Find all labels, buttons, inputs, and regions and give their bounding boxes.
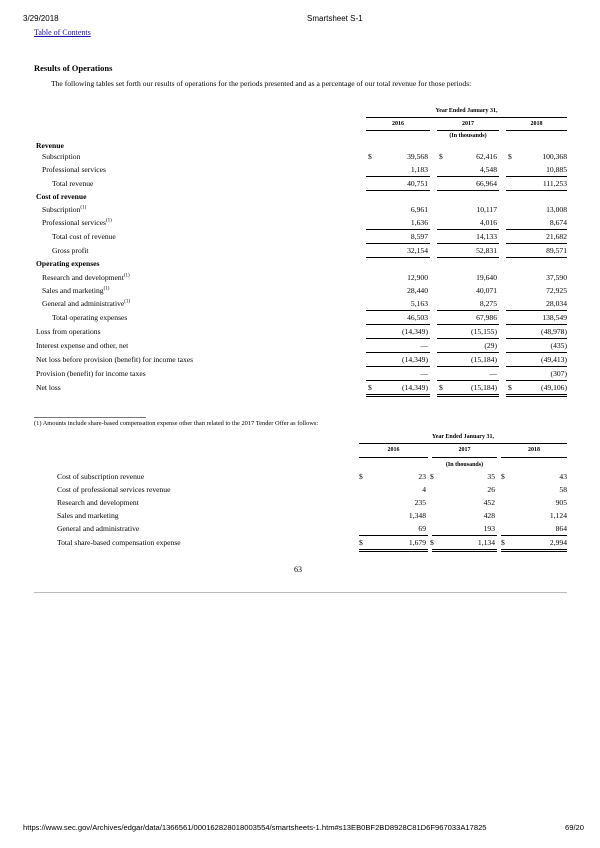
- year-2016-header: 2016: [392, 121, 404, 127]
- page-divider: [34, 592, 567, 593]
- year-2017-header: 2017: [458, 447, 471, 453]
- print-date: 3/29/2018: [23, 14, 59, 23]
- share-based-compensation-table: Year Ended January 31, 2016 2017 2018 (In thousands) Cost of subscription revenue $ 23 $ 35 $ 43 Cost of professional services revenue 4 26 58 Research and development 235 452 905 Sales and marketing 1,348 428 1,124 General and administrative 69 193 864 Total share-based compensation expense $ 1,679 $ 1,134 $ 2,994: [0, 0, 600, 580]
- document-title: Smartsheet S-1: [307, 14, 363, 23]
- footer-page-count: 69/20: [565, 823, 585, 832]
- results-of-operations-table: Year Ended January 31, 2016 2017 2018 (In thousands) Revenue Subscription $ 39,568 $ 62,416 $ 100,368 Professional services 1,183 4,548 10,885 Total revenue 40,751 66,964 111,253 Cost of revenue Subscription$^{(1)}$ 6,961 10,117 13,008 Professional services$^{(1)}$ 1,636 4,016 8,674 Total cost of revenue 8,597 14,133 21,682 Gross profit 32,154 52,831 89,571 Operating expenses Research and development$^{(1)}$ 12,900 19,640 37,590 Sales and marketing$^{(1)}$ 28,440 40,071 72,925 General and administrative$^{(1)}$ 5,163 8,275 28,034 Total operating expenses 46,503 67,986 138,549 Loss from operations (14,349) (15,155) (48,978) Interest expense and other, net — (29) (435) Net loss before provision (benefit) for income taxes (14,349) (15,184) (49,413) Provision (benefit) for income taxes — — (307) Net loss $ (14,349) $ (15,184) $ (49,106): [0, 0, 600, 420]
- section-title: Results of Operations: [34, 63, 113, 73]
- units-label: (In thousands): [449, 133, 487, 139]
- year-2018-header: 2018: [528, 447, 540, 453]
- year-2017-header: 2017: [462, 121, 474, 127]
- footnote-text: (1) Amounts include share-based compensation expense other than related to the 2017 Tender Offer as follows:: [34, 420, 319, 427]
- units-label: (In thousands): [445, 462, 484, 468]
- period-header: Year Ended January 31,: [435, 108, 498, 114]
- page-number: 63: [294, 565, 302, 574]
- table-of-contents-link[interactable]: Table of Contents: [34, 28, 91, 37]
- year-2018-header: 2018: [530, 121, 543, 127]
- year-2016-header: 2016: [387, 447, 400, 453]
- period-header: Year Ended January 31,: [432, 434, 494, 440]
- intro-paragraph: The following tables set forth our results of operations for the periods presented and as a percentage of our total revenue for those periods:: [51, 79, 472, 88]
- footer-url: https://www.sec.gov/Archives/edgar/data/1366561/000162828018003554/smartsheets-1.htm#s13EB0BF2BD8928C81D6F967033A17825: [23, 823, 487, 832]
